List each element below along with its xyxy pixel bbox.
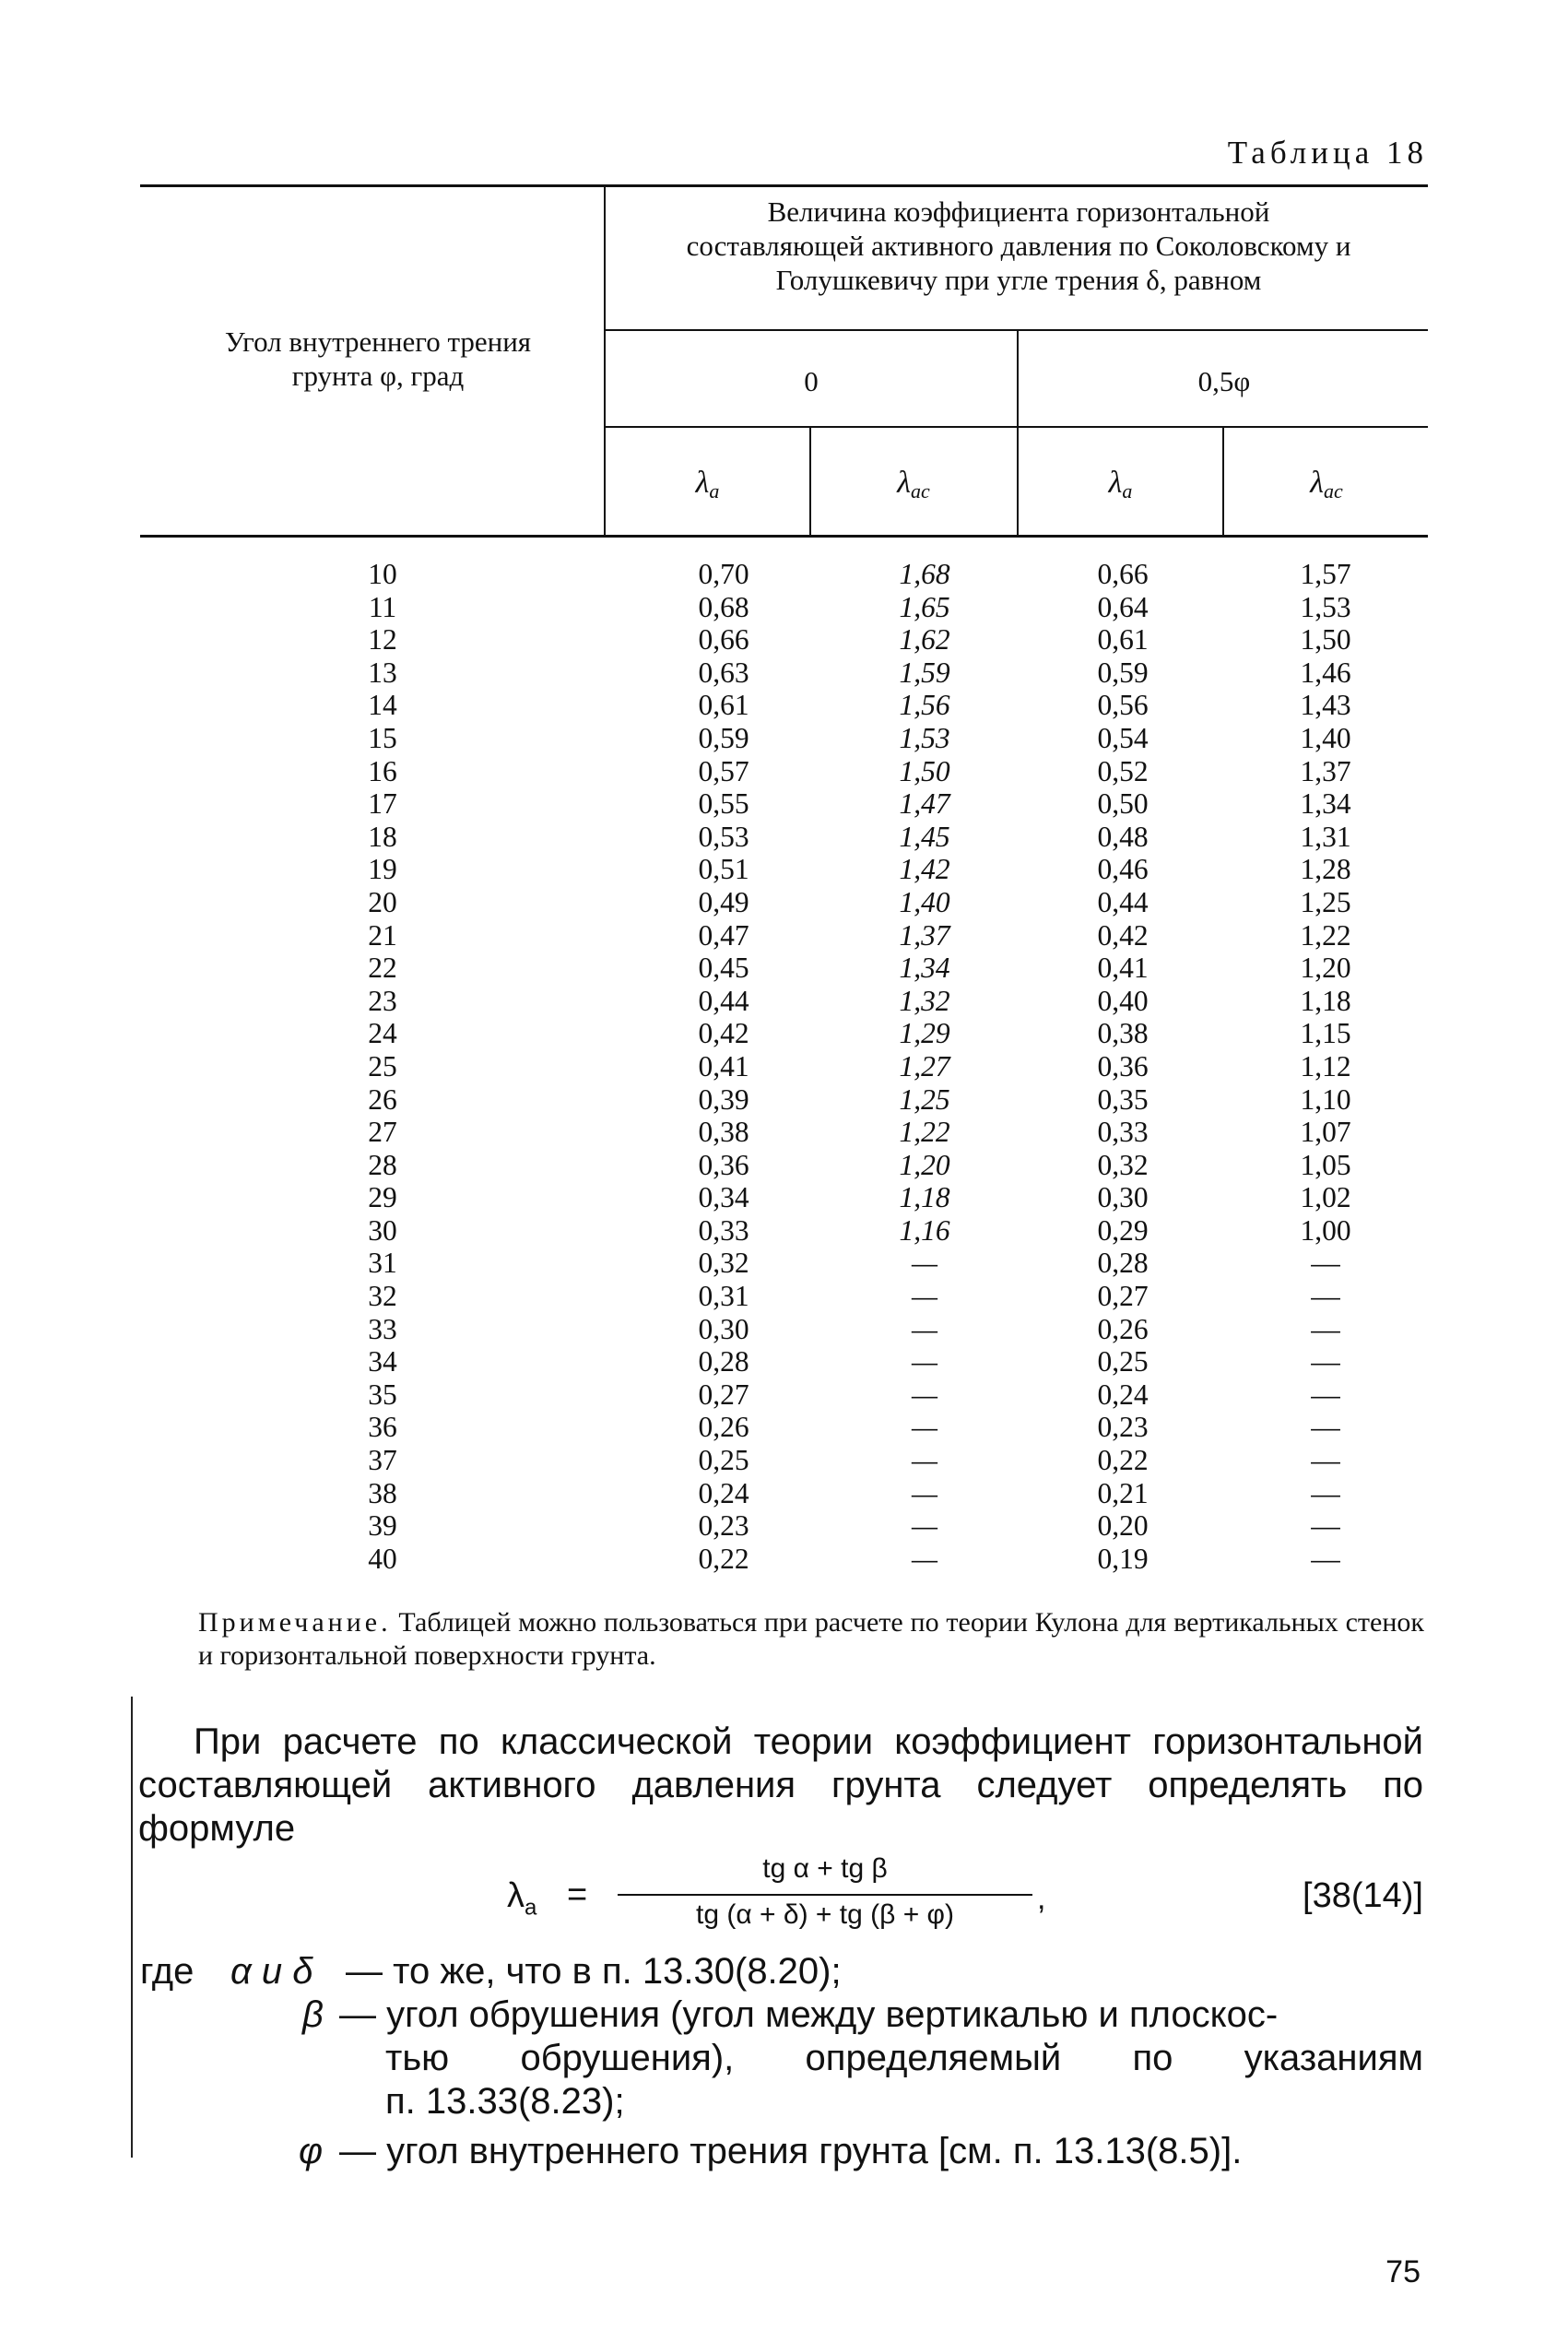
formula-comma: , (1037, 1881, 1046, 1916)
formula-denominator: tg (α + δ) + tg (β + φ) (696, 1899, 954, 1930)
group-header-rule (604, 329, 1428, 331)
table-cell: 1,22 (899, 1116, 950, 1149)
table-cell: — (1311, 1378, 1340, 1411)
table-cell: — (1311, 1280, 1340, 1313)
table-cell: 0,27 (698, 1378, 749, 1411)
table-cell: 0,34 (698, 1181, 749, 1214)
table-cell: — (911, 1280, 937, 1313)
table-cell: 0,41 (698, 1049, 749, 1082)
table-cell: 1,62 (899, 623, 950, 656)
table-cell: 0,20 (1097, 1509, 1149, 1543)
table-cell: 0,22 (1097, 1444, 1149, 1477)
table-cell: 0,45 (698, 952, 749, 985)
table-cell: 0,24 (1097, 1378, 1149, 1411)
symbol-lambda-ac-05phi: $\lambda_{ac}$ (1310, 466, 1343, 503)
table-cell: 0,41 (1097, 952, 1149, 985)
table-cell: 27 (368, 1116, 397, 1149)
table-cell: 0,31 (698, 1280, 749, 1313)
group-header: Величина коэффициента горизонтальной составляющей активного давления по Соколовскому и Голушкевичу при угле трения δ, равном (686, 195, 1351, 296)
formula-number: [38(14)] (1303, 1876, 1423, 1915)
subheader-delta-0: 0 (804, 365, 819, 397)
table-cell: 26 (368, 1082, 397, 1116)
table-cell: 1,25 (899, 1082, 950, 1116)
table-cell: 36 (368, 1411, 397, 1444)
table-cell: 0,35 (1097, 1082, 1149, 1116)
table-cell: 0,23 (698, 1509, 749, 1543)
table-cell: — (911, 1312, 937, 1345)
table-cell: 0,48 (1097, 820, 1149, 853)
table-cell: 23 (368, 984, 397, 1017)
table-cell: 1,40 (1300, 721, 1351, 754)
subgroup-rule (604, 426, 1428, 428)
column-lambda-ac-0 (883, 558, 966, 1575)
table-cell: 0,55 (698, 787, 749, 821)
table-cell: — (911, 1476, 937, 1509)
formula-equals: = (567, 1875, 588, 1914)
table-cell: 0,42 (698, 1017, 749, 1050)
table-cell: 1,34 (1300, 787, 1351, 821)
subheader-delta-05phi: 0,5φ (1197, 365, 1251, 397)
table-cell: 1,32 (899, 984, 950, 1017)
formula-38-14 (507, 1853, 1060, 1936)
table-note (198, 1606, 1424, 1673)
header-divider-groups (1017, 331, 1019, 535)
def-phi-text: — угол внутреннего трения грунта [см. п. 13.13(8.5)]. (339, 2131, 1243, 2171)
table-cell: 0,66 (1097, 558, 1149, 590)
table-cell: 1,47 (899, 787, 950, 821)
table-cell: 0,54 (1097, 721, 1149, 754)
table-cell: 0,59 (698, 721, 749, 754)
table-cell: 0,36 (698, 1148, 749, 1181)
table-cell: 19 (368, 853, 397, 886)
table-cell: 0,39 (698, 1082, 749, 1116)
note-label: Примечание. (198, 1607, 392, 1638)
table-cell: 32 (368, 1280, 397, 1313)
table-cell: — (1311, 1247, 1340, 1280)
table-cell: 0,66 (698, 623, 749, 656)
table-cell: 1,45 (899, 820, 950, 853)
table-cell: 1,53 (1300, 590, 1351, 623)
table-cell: 1,50 (899, 754, 950, 787)
table-cell: 1,34 (899, 952, 950, 985)
page-number: 75 (1385, 2254, 1421, 2289)
table-cell: — (1311, 1476, 1340, 1509)
table-cell: 15 (368, 721, 397, 754)
table-cell: 0,24 (698, 1476, 749, 1509)
table-cell: 16 (368, 754, 397, 787)
table-cell: 1,02 (1300, 1181, 1351, 1214)
table-cell: 1,20 (1300, 952, 1351, 985)
table-cell: 1,12 (1300, 1049, 1351, 1082)
table-cell: 1,16 (899, 1213, 950, 1247)
table-cell: 0,38 (1097, 1017, 1149, 1050)
table-cell: 1,57 (1300, 558, 1351, 590)
def-beta-symbol: β (302, 1994, 324, 2035)
table-cell: 1,43 (1300, 689, 1351, 722)
table-cell: 0,42 (1097, 918, 1149, 952)
table-cell: — (911, 1542, 937, 1575)
table-cell: 0,23 (1097, 1411, 1149, 1444)
table-cell: 31 (368, 1247, 397, 1280)
table-cell: 18 (368, 820, 397, 853)
table-cell: 0,52 (1097, 754, 1149, 787)
table-cell: 0,28 (698, 1345, 749, 1378)
table-cell: 1,46 (1300, 656, 1351, 689)
table-cell: 1,59 (899, 656, 950, 689)
def-beta-text-2: тью обрушения), определяемый по указаниям (385, 2038, 1423, 2078)
table-cell: 33 (368, 1312, 397, 1345)
table-cell: 0,57 (698, 754, 749, 787)
table-cell: 1,53 (899, 721, 950, 754)
table-cell: 1,28 (1300, 853, 1351, 886)
def-beta-text-3: п. 13.33(8.23); (385, 2081, 625, 2122)
table-caption: Таблица 18 (1227, 135, 1428, 171)
table-cell: — (911, 1444, 937, 1477)
table-cell: — (911, 1411, 937, 1444)
table-cell: — (1311, 1542, 1340, 1575)
table-cell: 20 (368, 885, 397, 918)
table-cell: 11 (368, 590, 397, 623)
table-cell: 0,61 (1097, 623, 1149, 656)
table-cell: 24 (368, 1017, 397, 1050)
header-divider-right-sub (1222, 428, 1224, 535)
table-cell: — (1311, 1312, 1340, 1345)
table-cell: 0,70 (698, 558, 749, 590)
table-cell: 1,37 (899, 918, 950, 952)
table-cell: 1,07 (1300, 1116, 1351, 1149)
table-cell: 1,42 (899, 853, 950, 886)
header-divider-main (604, 187, 606, 535)
table-cell: 1,50 (1300, 623, 1351, 656)
symbol-lambda-ac-0: $\lambda_{ac}$ (897, 466, 930, 503)
table-cell: 0,68 (698, 590, 749, 623)
table-cell: 1,00 (1300, 1213, 1351, 1247)
table-cell: 1,18 (899, 1181, 950, 1214)
table-cell: 0,25 (698, 1444, 749, 1477)
table-cell: 14 (368, 689, 397, 722)
table-cell: 1,31 (1300, 820, 1351, 853)
table-cell: 0,56 (1097, 689, 1149, 722)
formula-numerator: tg α + tg β (762, 1853, 888, 1884)
column-lambda-ac-05phi (1284, 558, 1367, 1575)
formula-lhs: $\lambda_a$ (507, 1876, 537, 1921)
table-cell: — (1311, 1444, 1340, 1477)
where-word: где (140, 1951, 195, 1992)
table-cell: — (911, 1247, 937, 1280)
table-cell: 0,25 (1097, 1345, 1149, 1378)
table-cell: 0,28 (1097, 1247, 1149, 1280)
table-cell: 40 (368, 1542, 397, 1575)
table-cell: 0,59 (1097, 656, 1149, 689)
table-cell: 0,38 (698, 1116, 749, 1149)
table-cell: 0,47 (698, 918, 749, 952)
table-cell: 30 (368, 1213, 397, 1247)
table-cell: 0,36 (1097, 1049, 1149, 1082)
table-cell: 0,30 (1097, 1181, 1149, 1214)
table-cell: 1,05 (1300, 1148, 1351, 1181)
table-cell: 0,33 (1097, 1116, 1149, 1149)
table-cell: 10 (368, 558, 397, 590)
note-text: Таблицей можно пользоваться при расчете по теории Кулона для вертикальных стенок и горизонтальной поверхности грунта. (198, 1607, 1424, 1671)
table-cell: 0,27 (1097, 1280, 1149, 1313)
table-cell: 1,29 (899, 1017, 950, 1050)
table-cell: 1,56 (899, 689, 950, 722)
table-cell: 0,32 (1097, 1148, 1149, 1181)
table-cell: 0,22 (698, 1542, 749, 1575)
table-cell: 1,10 (1300, 1082, 1351, 1116)
table-cell: 1,40 (899, 885, 950, 918)
table-cell: 25 (368, 1049, 397, 1082)
def-phi-symbol: φ (299, 2131, 324, 2171)
table-cell: 0,40 (1097, 984, 1149, 1017)
table-cell: — (1311, 1345, 1340, 1378)
margin-bar (131, 1697, 133, 2158)
table-cell: 38 (368, 1476, 397, 1509)
table-cell: 37 (368, 1444, 397, 1477)
table-cell: 0,30 (698, 1312, 749, 1345)
table-header-bottom-rule (140, 535, 1428, 538)
table-cell: 22 (368, 952, 397, 985)
table-cell: 0,44 (698, 984, 749, 1017)
table-cell: 28 (368, 1148, 397, 1181)
table-cell: 1,27 (899, 1049, 950, 1082)
table-cell: 0,19 (1097, 1542, 1149, 1575)
table-cell: 1,65 (899, 590, 950, 623)
column-lambda-a-0 (682, 558, 765, 1575)
table-cell: 29 (368, 1181, 397, 1214)
table-cell: 21 (368, 918, 397, 952)
table-cell: 0,26 (698, 1411, 749, 1444)
table-cell: 1,68 (899, 558, 950, 590)
table-cell: — (1311, 1411, 1340, 1444)
def-alpha-delta-text: — то же, что в п. 13.30(8.20); (346, 1951, 842, 1992)
table-cell: 0,51 (698, 853, 749, 886)
table-cell: 39 (368, 1509, 397, 1543)
def-alpha-delta-symbol: α и δ (230, 1951, 313, 1992)
body-paragraph: При расчете по классической теории коэффициент горизонтальной составляющей активного давления грунта следует определять по формуле (138, 1721, 1423, 1849)
table-cell: 0,29 (1097, 1213, 1149, 1247)
header-divider-left-sub (809, 428, 811, 535)
table-top-rule (140, 184, 1428, 187)
table-cell: 12 (368, 623, 397, 656)
table-cell: 1,37 (1300, 754, 1351, 787)
table-cell: 34 (368, 1345, 397, 1378)
table-cell: 1,22 (1300, 918, 1351, 952)
symbol-lambda-a-05phi: $\lambda_a$ (1108, 466, 1133, 503)
table-cell: 0,44 (1097, 885, 1149, 918)
table-cell: 35 (368, 1378, 397, 1411)
table-cell: 13 (368, 656, 397, 689)
column-lambda-a-05phi (1081, 558, 1164, 1575)
table-cell: 1,18 (1300, 984, 1351, 1017)
table-cell: 0,46 (1097, 853, 1149, 886)
table-cell: 17 (368, 787, 397, 821)
table-cell: 0,63 (698, 656, 749, 689)
table-cell: — (1311, 1509, 1340, 1543)
def-beta-text-1: — угол обрушения (угол между вертикалью и плоскос- (339, 1994, 1279, 2035)
table-cell: — (911, 1509, 937, 1543)
table-cell: 0,50 (1097, 787, 1149, 821)
table-cell: 0,32 (698, 1247, 749, 1280)
table-cell: 0,33 (698, 1213, 749, 1247)
table-cell: — (911, 1378, 937, 1411)
table-cell: 1,20 (899, 1148, 950, 1181)
table-cell: 0,64 (1097, 590, 1149, 623)
table-cell: 0,26 (1097, 1312, 1149, 1345)
table-cell: — (911, 1345, 937, 1378)
table-cell: 1,15 (1300, 1017, 1351, 1050)
symbol-lambda-a-0: $\lambda_a$ (695, 466, 720, 503)
table-cell: 0,53 (698, 820, 749, 853)
table-cell: 1,25 (1300, 885, 1351, 918)
table-cell: 0,61 (698, 689, 749, 722)
table-cell: 0,49 (698, 885, 749, 918)
col-angle-header: Угол внутреннего трения грунта φ, град (224, 325, 532, 392)
column-angle (350, 558, 415, 1575)
table-cell: 0,21 (1097, 1476, 1149, 1509)
formula-fraction-bar (618, 1894, 1032, 1896)
